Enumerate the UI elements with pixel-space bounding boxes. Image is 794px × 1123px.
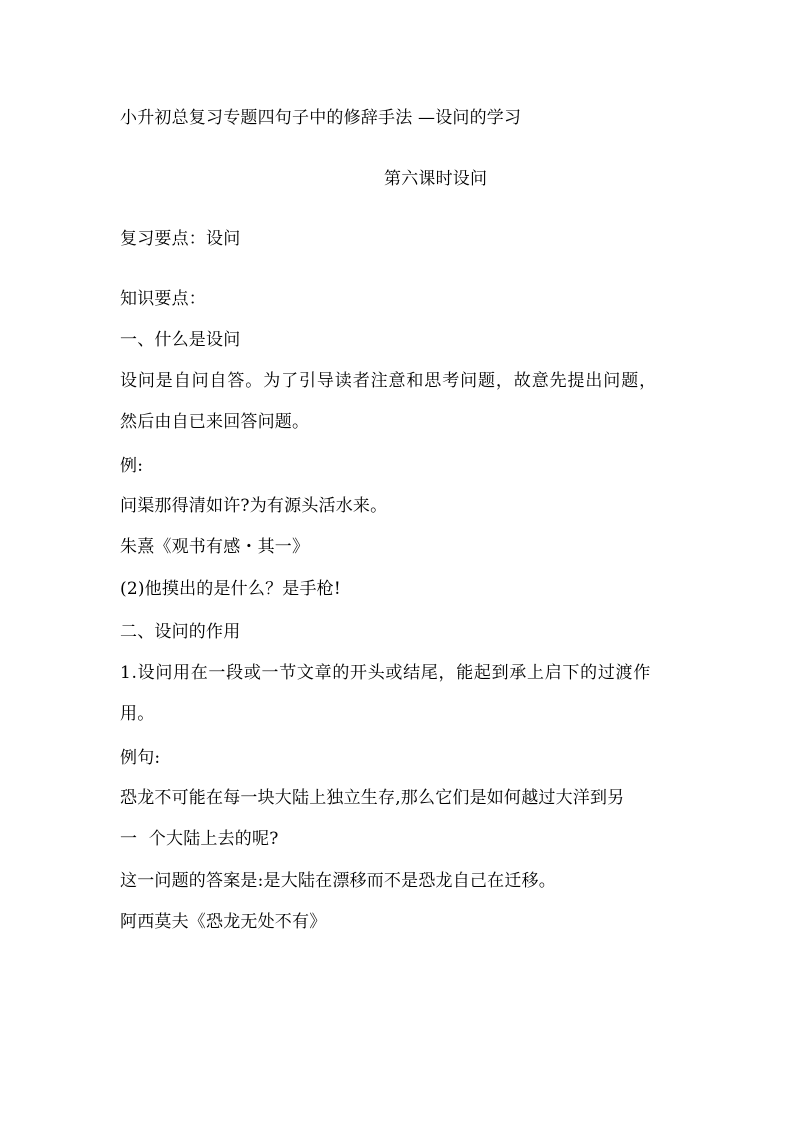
- example-poem-line: 问渠那得清如许?为有源头活水来。: [120, 496, 388, 516]
- example-label: 例:: [120, 456, 144, 476]
- definition-paragraph-line-1: 设问是自问自答。为了引导读者注意和思考问题，故意先提出问题，: [120, 371, 657, 391]
- review-points: 复习要点：设问: [120, 229, 241, 249]
- lesson-title: 第六课时设问: [384, 169, 488, 189]
- example-poem-source: 朱熹《观书有感・其一》: [120, 537, 310, 557]
- section-heading-function: 二、设问的作用: [120, 622, 241, 642]
- dinosaur-question-line-2: 一 个大陆上去的呢?: [120, 829, 279, 849]
- function-paragraph-line-1: 1.设问用在一段或一节文章的开头或结尾，能起到承上启下的过渡作: [120, 663, 651, 683]
- function-paragraph-line-2: 用。: [120, 704, 155, 724]
- example-sentence-label: 例句:: [120, 748, 161, 768]
- definition-paragraph-line-2: 然后由自已来回答问题。: [120, 412, 310, 432]
- document-title: 小升初总复习专题四句子中的修辞手法 —设问的学习: [120, 108, 522, 128]
- example-sentence-2: (2)他摸出的是什么？是手枪!: [120, 579, 341, 599]
- knowledge-points-heading: 知识要点：: [120, 289, 206, 309]
- dinosaur-source: 阿西莫夫《恐龙无处不有》: [120, 912, 327, 932]
- section-heading-what-is: 一、什么是设问: [120, 330, 241, 350]
- dinosaur-question-line-1: 恐龙不可能在每一块大陆上独立生存,那么它们是如何越过大洋到另: [120, 788, 625, 808]
- dinosaur-answer-line: 这一问题的答案是:是大陆在漂移而不是恐龙自己在迁移。: [120, 871, 556, 891]
